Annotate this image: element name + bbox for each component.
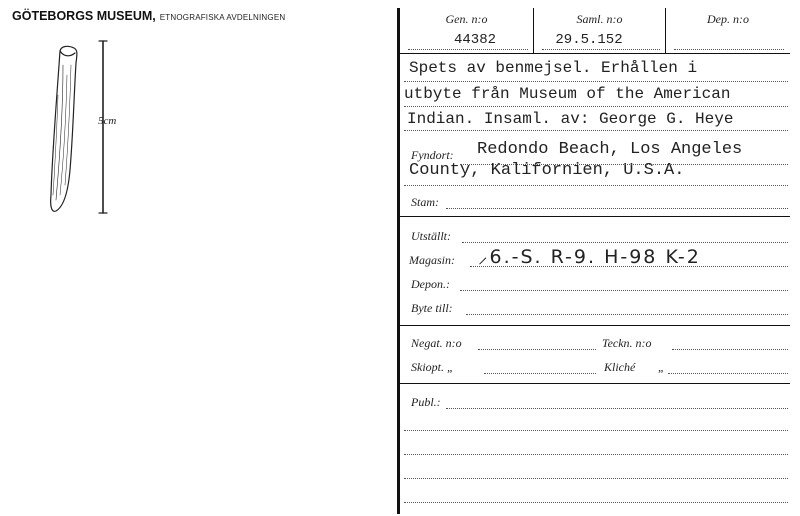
artifact-outline bbox=[51, 46, 77, 211]
scale-label: 5cm bbox=[98, 115, 117, 127]
kliche-label: Kliché bbox=[604, 360, 636, 374]
magasin-value: ⸝6.-S. R-9. H-98 K-2 bbox=[478, 246, 701, 268]
description-line-3: Indian. Insaml. av: George G. Heye bbox=[407, 110, 734, 128]
museum-name: GÖTEBORGS MUSEUM, bbox=[12, 9, 156, 23]
department-name: ETNOGRAFISKA AVDELNINGEN bbox=[159, 13, 286, 22]
negat-label: Negat. n:o bbox=[411, 336, 462, 350]
byte-till-label: Byte till: bbox=[411, 301, 453, 315]
section-rule-2 bbox=[399, 325, 790, 326]
artifact-tip bbox=[60, 51, 75, 56]
fyndort-line-2: County, Kalifornien, U.S.A. bbox=[409, 161, 685, 180]
section-rule-1 bbox=[399, 216, 790, 217]
skiopt-label: Skiopt. „ bbox=[411, 360, 454, 374]
artifact-drawing bbox=[30, 35, 120, 225]
museum-header bbox=[12, 7, 285, 25]
description-line-1: Spets av benmejsel. Erhållen i bbox=[409, 59, 698, 77]
header-bottom-rule bbox=[399, 53, 790, 54]
magasin-label: Magasin: bbox=[409, 253, 455, 267]
kliche-ditto: „ bbox=[658, 360, 665, 374]
depon-label: Depon.: bbox=[411, 277, 450, 291]
gen-no-value: 44382 bbox=[453, 32, 496, 48]
gen-no-label: Gen. n:o bbox=[445, 12, 488, 26]
fyndort-label: Fyndort: bbox=[411, 148, 454, 162]
description-line-2: utbyte från Museum of the American bbox=[404, 85, 731, 103]
publ-label: Publ.: bbox=[411, 395, 441, 409]
stam-label: Stam: bbox=[411, 195, 439, 209]
saml-no-label: Saml. n:o bbox=[576, 12, 623, 26]
dep-no-label: Dep. n:o bbox=[707, 12, 749, 26]
fyndort-line-1: Redondo Beach, Los Angeles bbox=[477, 140, 743, 159]
section-rule-3 bbox=[399, 383, 790, 384]
utstallt-label: Utställt: bbox=[411, 229, 452, 243]
teckn-label: Teckn. n:o bbox=[602, 336, 652, 350]
card-left-border bbox=[397, 8, 400, 514]
saml-no-value: 29.5.152 bbox=[555, 32, 623, 48]
